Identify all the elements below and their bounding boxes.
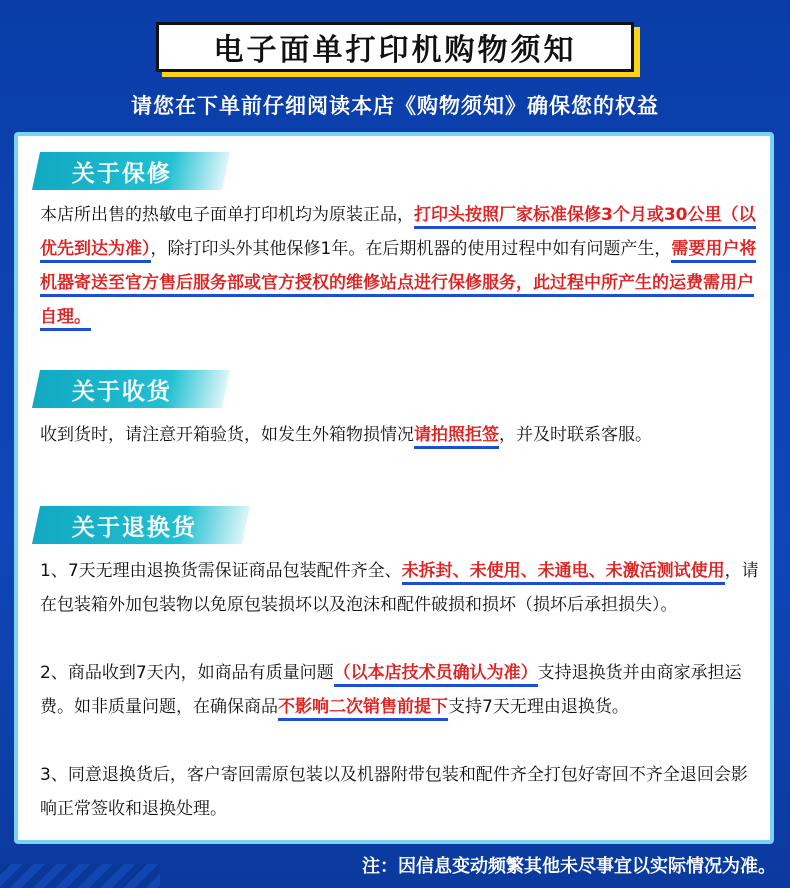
section-tag-label: 关于收货 xyxy=(72,378,172,405)
text-segment: 3、同意退换货后，客户寄回需原包装以及机器附带包装和配件齐全打包好寄回不齐全退回会影响正常签收和退换处理。 xyxy=(40,765,748,819)
text-segment: 收到货时，请注意开箱验货，如发生外箱物损情况 xyxy=(40,425,414,445)
highlight-segment: 不影响二次销售前提下 xyxy=(278,697,448,721)
highlight-segment: 打印头按照厂家标准保修3个月或30公里（以优先到达为准） xyxy=(40,205,756,263)
notice-card xyxy=(14,132,774,844)
text-segment: 本店所出售的热敏电子面单打印机均为原装正品， xyxy=(40,205,414,225)
section-tag-warranty xyxy=(32,152,230,190)
returns-paragraph-1 xyxy=(40,554,760,622)
highlight-segment: （以本店技术员确认为准） xyxy=(334,663,538,687)
title-banner xyxy=(156,22,634,72)
text-segment: ，除打印头外其他保修1年。在后期机器的使用过程中如有问题产生， xyxy=(150,239,672,259)
section-tag-label: 关于退换货 xyxy=(72,514,197,541)
highlight-segment: 请拍照拒签 xyxy=(414,425,499,449)
returns-paragraph-3 xyxy=(40,758,760,826)
returns-paragraph-2 xyxy=(40,656,760,724)
section-tag-returns xyxy=(32,506,250,544)
highlight-segment: 未拆封、未使用、未通电、未激活测试使用 xyxy=(402,561,725,585)
decorative-stripe xyxy=(0,864,160,888)
receipt-paragraph xyxy=(40,418,760,452)
text-segment: 1、7天无理由退换货需保证商品包装配件齐全、 xyxy=(40,561,402,581)
section-tag-label: 关于保修 xyxy=(72,160,172,187)
text-segment: 支持7天无理由退换货。 xyxy=(448,697,629,717)
section-tag-receipt xyxy=(32,370,230,408)
footer-note: 注：因信息变动频繁其他未尽事宜以实际情况为准。 xyxy=(362,856,776,877)
text-segment: ，并及时联系客服。 xyxy=(499,425,652,445)
text-segment: 2、商品收到7天内，如商品有质量问题 xyxy=(40,663,334,683)
text-segment: 支持退换货并由商家承担运费。如非质量问题，在确保商品 xyxy=(40,663,742,717)
text-segment: ，请在包装箱外加包装物以免原包装损坏以及泡沫和配件破损和损坏（损坏后承担损失）。 xyxy=(40,561,759,615)
highlight-segment: 需要用户将机器寄送至官方售后服务部或官方授权的维修站点进行保修服务，此过程中所产生的运费需用户自理。 xyxy=(40,239,756,331)
warranty-paragraph xyxy=(40,198,760,334)
page-subtitle: 请您在下单前仔细阅读本店《购物须知》确保您的权益 xyxy=(131,94,659,118)
page-title: 电子面单打印机购物须知 xyxy=(213,33,577,68)
